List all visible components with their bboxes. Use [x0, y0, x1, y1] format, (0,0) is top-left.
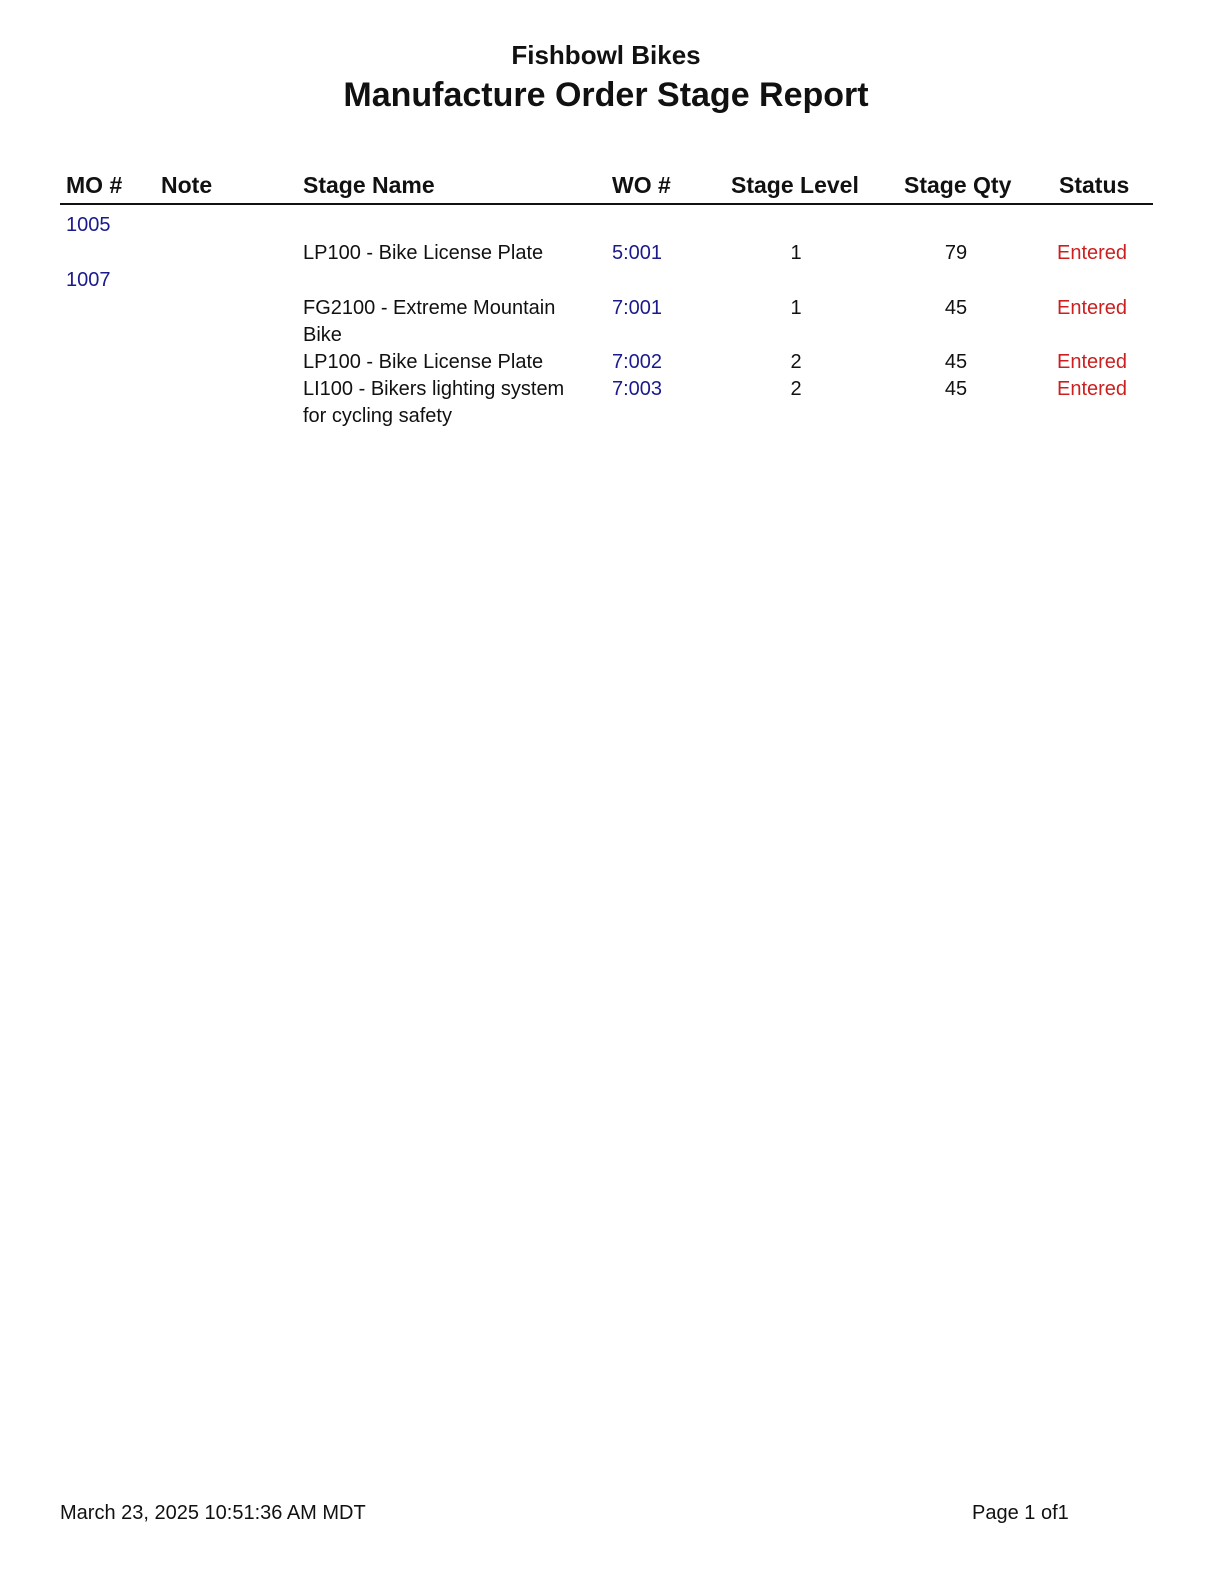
status-value: Entered	[1057, 351, 1128, 373]
stage-qty: 45	[944, 297, 968, 319]
stage-qty: 45	[944, 351, 968, 373]
wo-number-link[interactable]: 7:001	[612, 297, 663, 319]
footer-page-number: Page 1 of1	[972, 1502, 1069, 1524]
report-title: Manufacture Order Stage Report	[343, 76, 869, 114]
wo-number-link[interactable]: 7:003	[612, 378, 663, 400]
stage-name: LP100 - Bike License Plate	[303, 242, 544, 264]
column-header-mo: MO #	[66, 172, 123, 198]
stage-level: 1	[790, 297, 802, 319]
company-name: Fishbowl Bikes	[511, 40, 701, 70]
header-rule	[60, 203, 1153, 205]
column-header-stage-name: Stage Name	[303, 172, 435, 198]
wo-number-link[interactable]: 5:001	[612, 242, 663, 264]
stage-level: 1	[790, 242, 802, 264]
status-value: Entered	[1057, 378, 1128, 400]
wo-number-link[interactable]: 7:002	[612, 351, 663, 373]
mo-number-link[interactable]: 1005	[66, 214, 111, 236]
stage-name: LI100 - Bikers lighting system for cycling safety	[303, 378, 565, 427]
column-header-stage-level: Stage Level	[731, 172, 859, 198]
mo-number-link[interactable]: 1007	[66, 269, 111, 291]
footer-timestamp: March 23, 2025 10:51:36 AM MDT	[60, 1502, 366, 1524]
column-header-note: Note	[161, 172, 213, 198]
stage-level: 2	[790, 351, 802, 373]
status-value: Entered	[1057, 297, 1128, 319]
column-header-stage-qty: Stage Qty	[904, 172, 1012, 198]
stage-name: FG2100 - Extreme Mountain Bike	[303, 297, 556, 346]
stage-qty: 79	[944, 242, 968, 264]
stage-name: LP100 - Bike License Plate	[303, 351, 544, 373]
stage-qty: 45	[944, 378, 968, 400]
status-value: Entered	[1057, 242, 1128, 264]
column-header-status: Status	[1059, 172, 1130, 198]
column-header-wo: WO #	[612, 172, 671, 198]
stage-level: 2	[790, 378, 802, 400]
